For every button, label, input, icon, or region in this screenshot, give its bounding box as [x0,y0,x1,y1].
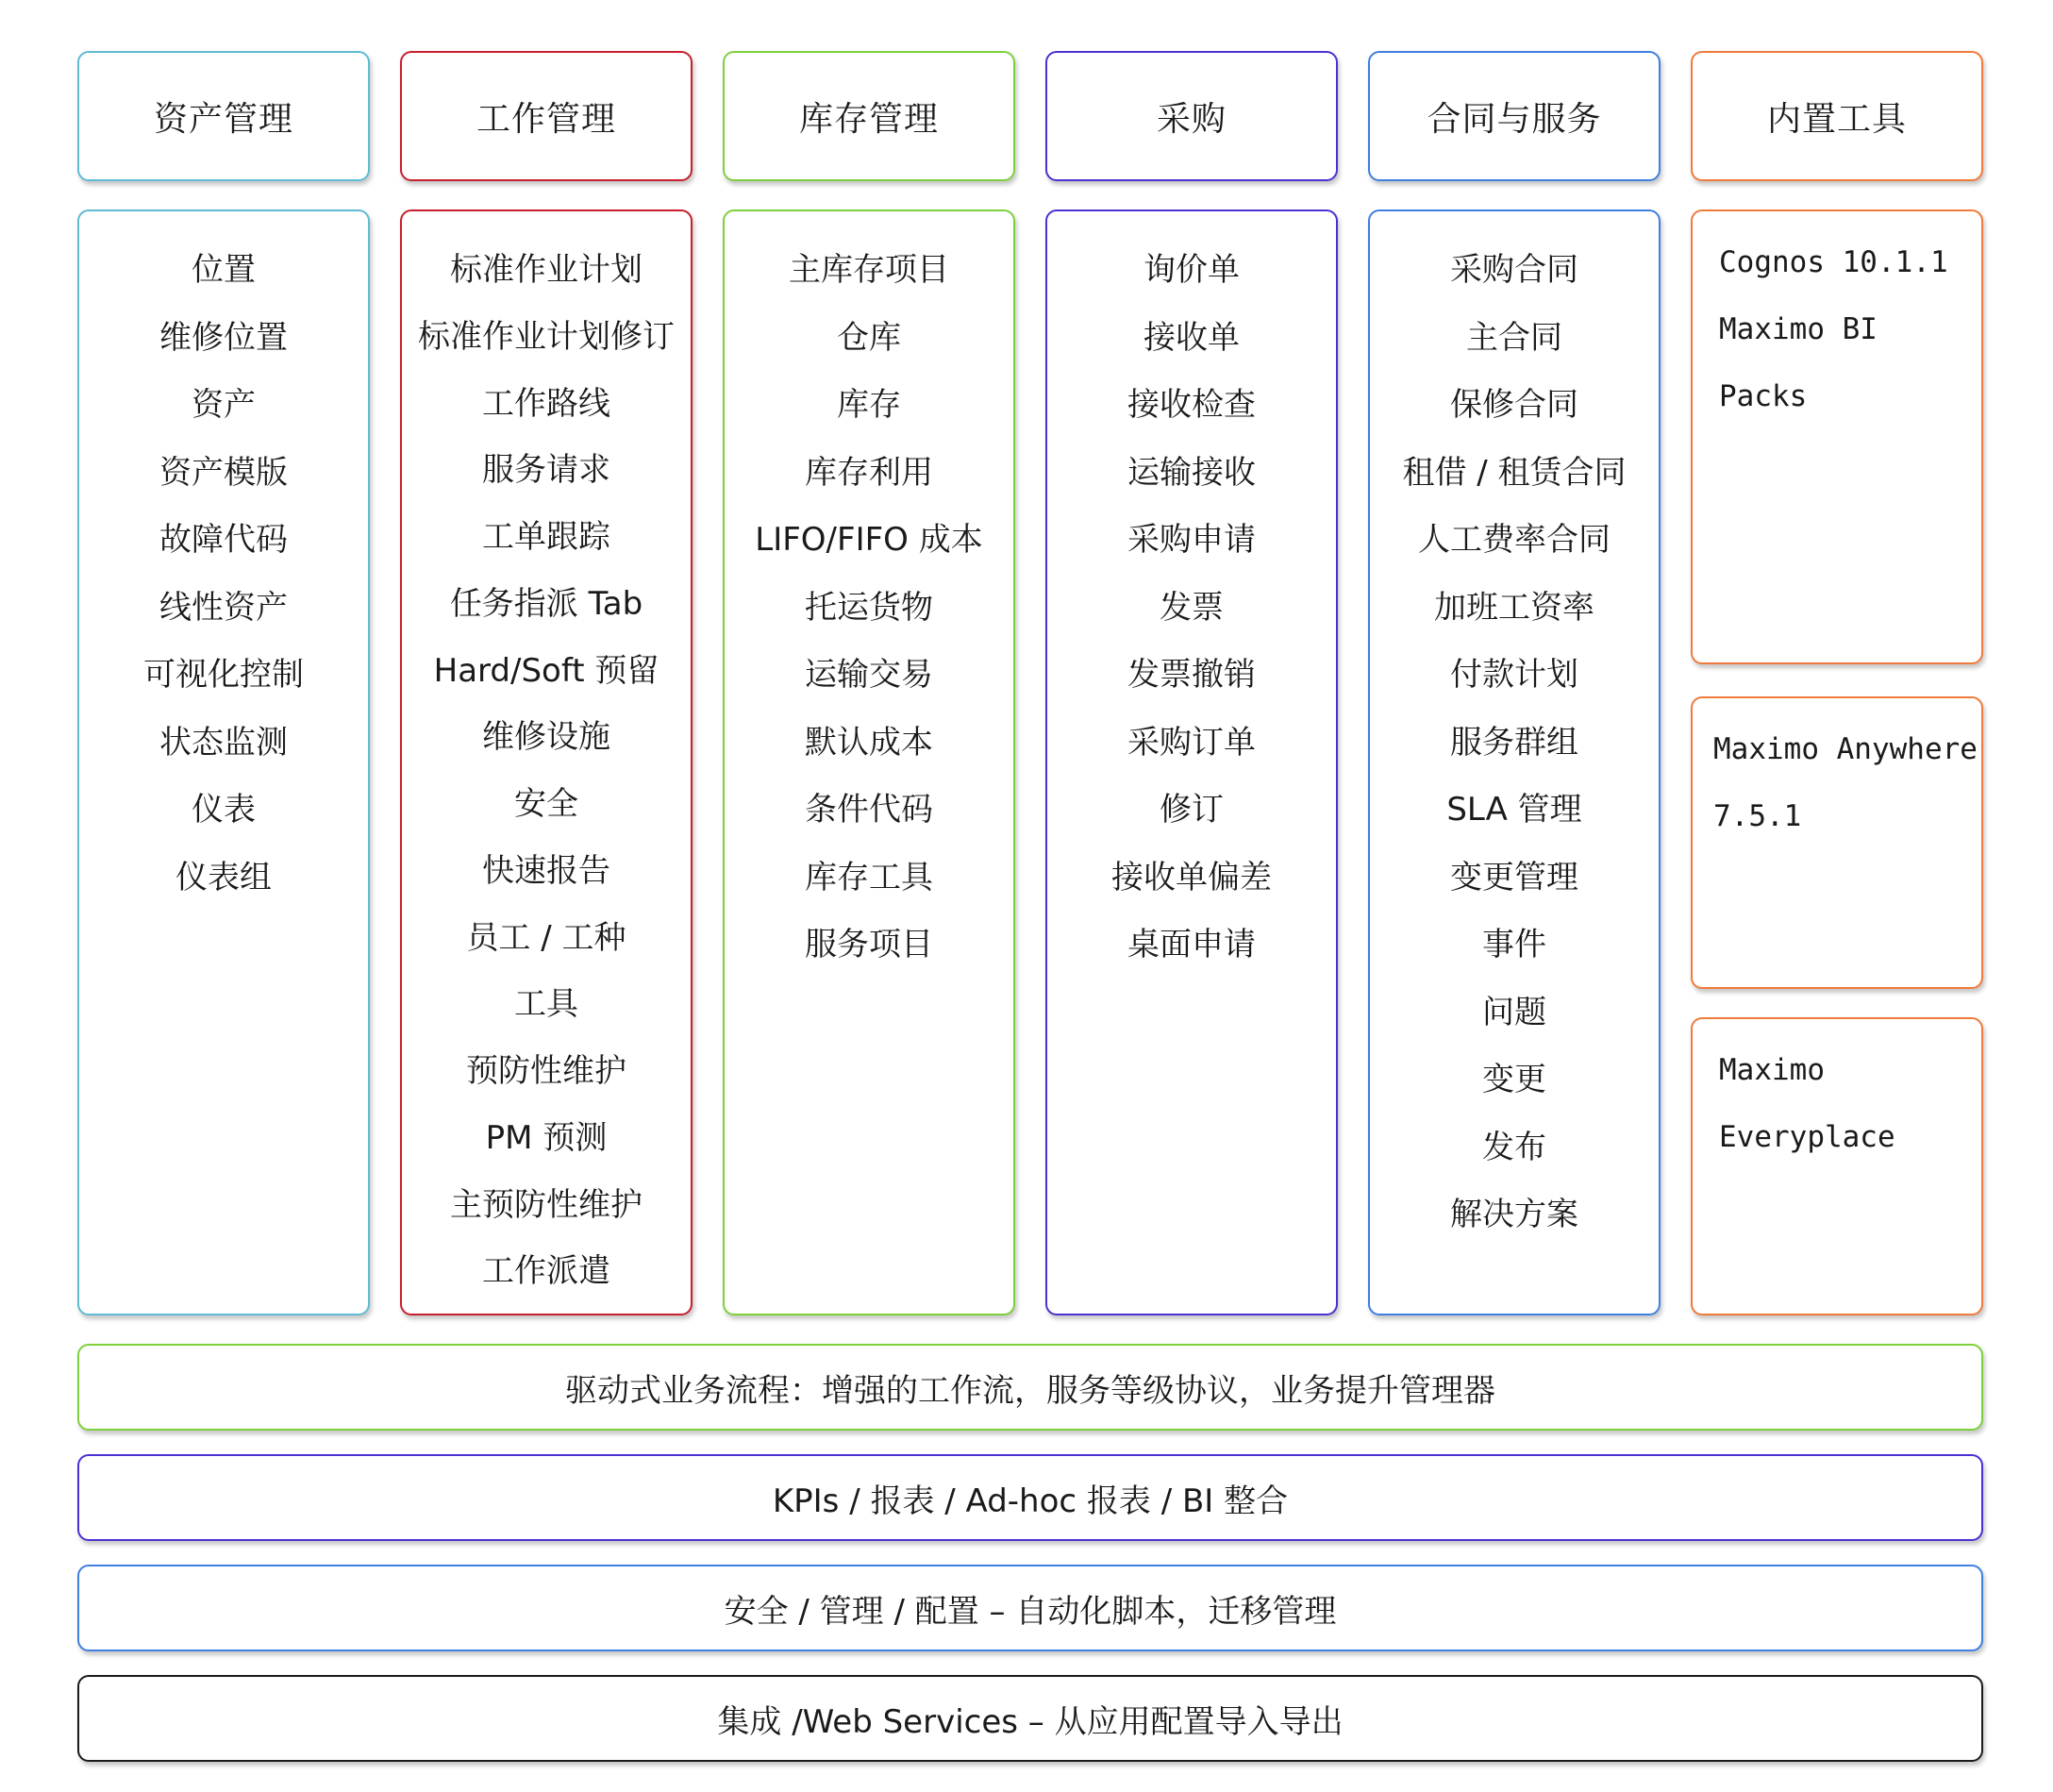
header-inventory-management-label: 库存管理 [798,99,939,139]
list-item: LIFO/FIFO 成本 [755,521,983,559]
tool-line: Maximo [1719,1053,1825,1087]
workflow-bar-label: 驱动式业务流程：增强的工作流，服务等级协议，业务提升管理器 [565,1371,1495,1410]
list-item: 接收检查 [1127,386,1256,424]
list-item: 库存 [837,386,901,424]
list-item: 托运货物 [805,588,933,627]
list-item: 资产模版 [159,453,288,492]
tool-line: Maximo Anywhere [1713,732,1978,766]
list-item: 员工 / 工种 [466,918,626,957]
list-item: 运输交易 [805,656,933,694]
list-item: 仪表 [192,791,256,829]
list-item: 标准作业计划 [450,251,643,289]
list-item: 主预防性维护 [450,1185,643,1224]
list-item: 维修位置 [159,318,288,357]
list-item: 工作路线 [482,384,610,423]
list-item: 接收单 [1143,318,1240,357]
list-item: 发票撤销 [1127,656,1256,694]
header-built-in-tools [1691,51,1983,181]
integration-bar-label: 集成 /Web Services – 从应用配置导入导出 [717,1702,1344,1741]
list-item: 服务项目 [805,926,933,963]
integration-bar [77,1675,1983,1762]
header-contracts-services-label: 合同与服务 [1427,99,1602,139]
tool-box-maximo-anywhere [1691,696,1983,989]
list-item: 桌面申请 [1127,926,1256,963]
list-item: 快速报告 [482,851,610,890]
work-management-list [400,209,693,1315]
list-item: 服务群组 [1450,723,1578,762]
list-item: SLA 管理 [1446,791,1582,829]
list-item: 工作派遣 [482,1252,610,1291]
list-item: 付款计划 [1450,656,1578,694]
list-item: Hard/Soft 预留 [433,651,659,690]
list-item: 库存利用 [805,453,933,492]
inventory-management-list [723,209,1015,1315]
header-built-in-tools-label: 内置工具 [1766,99,1907,139]
purchasing-list [1045,209,1338,1315]
list-item: 变更 [1482,1061,1546,1098]
workflow-bar [77,1344,1983,1431]
header-work-management-label: 工作管理 [476,99,616,139]
list-item: 工具 [514,985,578,1024]
list-item: 仪表组 [175,858,272,896]
tool-box-cognos [1691,209,1983,664]
list-item: 采购订单 [1127,723,1256,762]
tool-line: Everyplace [1719,1120,1895,1154]
list-item: 加班工资率 [1434,588,1594,627]
list-item: 仓库 [837,318,901,357]
list-item: 采购合同 [1450,251,1578,289]
list-item: 解决方案 [1450,1196,1578,1233]
list-item: 主合同 [1466,318,1562,357]
list-item: 接收单偏差 [1111,858,1272,896]
tool-line: 7.5.1 [1713,799,1802,833]
list-item: 维修设施 [482,718,610,757]
list-item: 状态监测 [159,723,288,762]
list-item: 运输接收 [1127,453,1256,492]
security-bar [77,1565,1983,1651]
list-item: 资产 [192,386,256,424]
header-inventory-management [723,51,1015,181]
list-item: 询价单 [1143,251,1240,289]
list-item: 发布 [1482,1128,1546,1166]
list-item: 默认成本 [805,723,933,762]
header-purchasing [1045,51,1338,181]
list-item: 人工费率合同 [1418,521,1611,559]
list-item: 任务指派 Tab [449,584,643,623]
list-item: 预防性维护 [466,1052,626,1090]
list-item: 问题 [1482,993,1546,1031]
list-item: 工单跟踪 [482,518,610,556]
contracts-services-list [1368,209,1661,1315]
tool-line: Packs [1719,379,1808,413]
list-item: 故障代码 [159,521,288,559]
list-item: 安全 [514,785,578,823]
list-item: 位置 [192,251,256,289]
list-item: 事件 [1482,926,1546,963]
list-item: 服务请求 [482,451,610,490]
list-item: 保修合同 [1450,386,1578,424]
list-item: 标准作业计划修订 [418,317,675,356]
list-item: 租借 / 租赁合同 [1402,453,1627,492]
asset-management-list [77,209,370,1315]
list-item: 可视化控制 [143,656,304,694]
header-work-management [400,51,693,181]
list-item: PM 预测 [485,1118,608,1157]
header-purchasing-label: 采购 [1156,99,1227,139]
header-contracts-services [1368,51,1661,181]
list-item: 变更管理 [1450,858,1578,896]
header-asset-management-label: 资产管理 [153,99,293,139]
reports-bar-label: KPIs / 报表 / Ad-hoc 报表 / BI 整合 [772,1482,1289,1520]
list-item: 发票 [1160,588,1224,627]
header-asset-management [77,51,370,181]
tool-line: Maximo BI [1719,312,1878,346]
tool-box-maximo-everyplace [1691,1017,1983,1315]
tool-line: Cognos 10.1.1 [1719,245,1948,279]
list-item: 修订 [1160,791,1224,829]
list-item: 线性资产 [159,588,288,627]
security-bar-label: 安全 / 管理 / 配置 – 自动化脚本，迁移管理 [724,1592,1337,1631]
list-item: 条件代码 [805,791,933,829]
reports-bar [77,1454,1983,1541]
list-item: 采购申请 [1127,521,1256,559]
list-item: 库存工具 [805,858,933,896]
list-item: 主库存项目 [789,251,949,289]
